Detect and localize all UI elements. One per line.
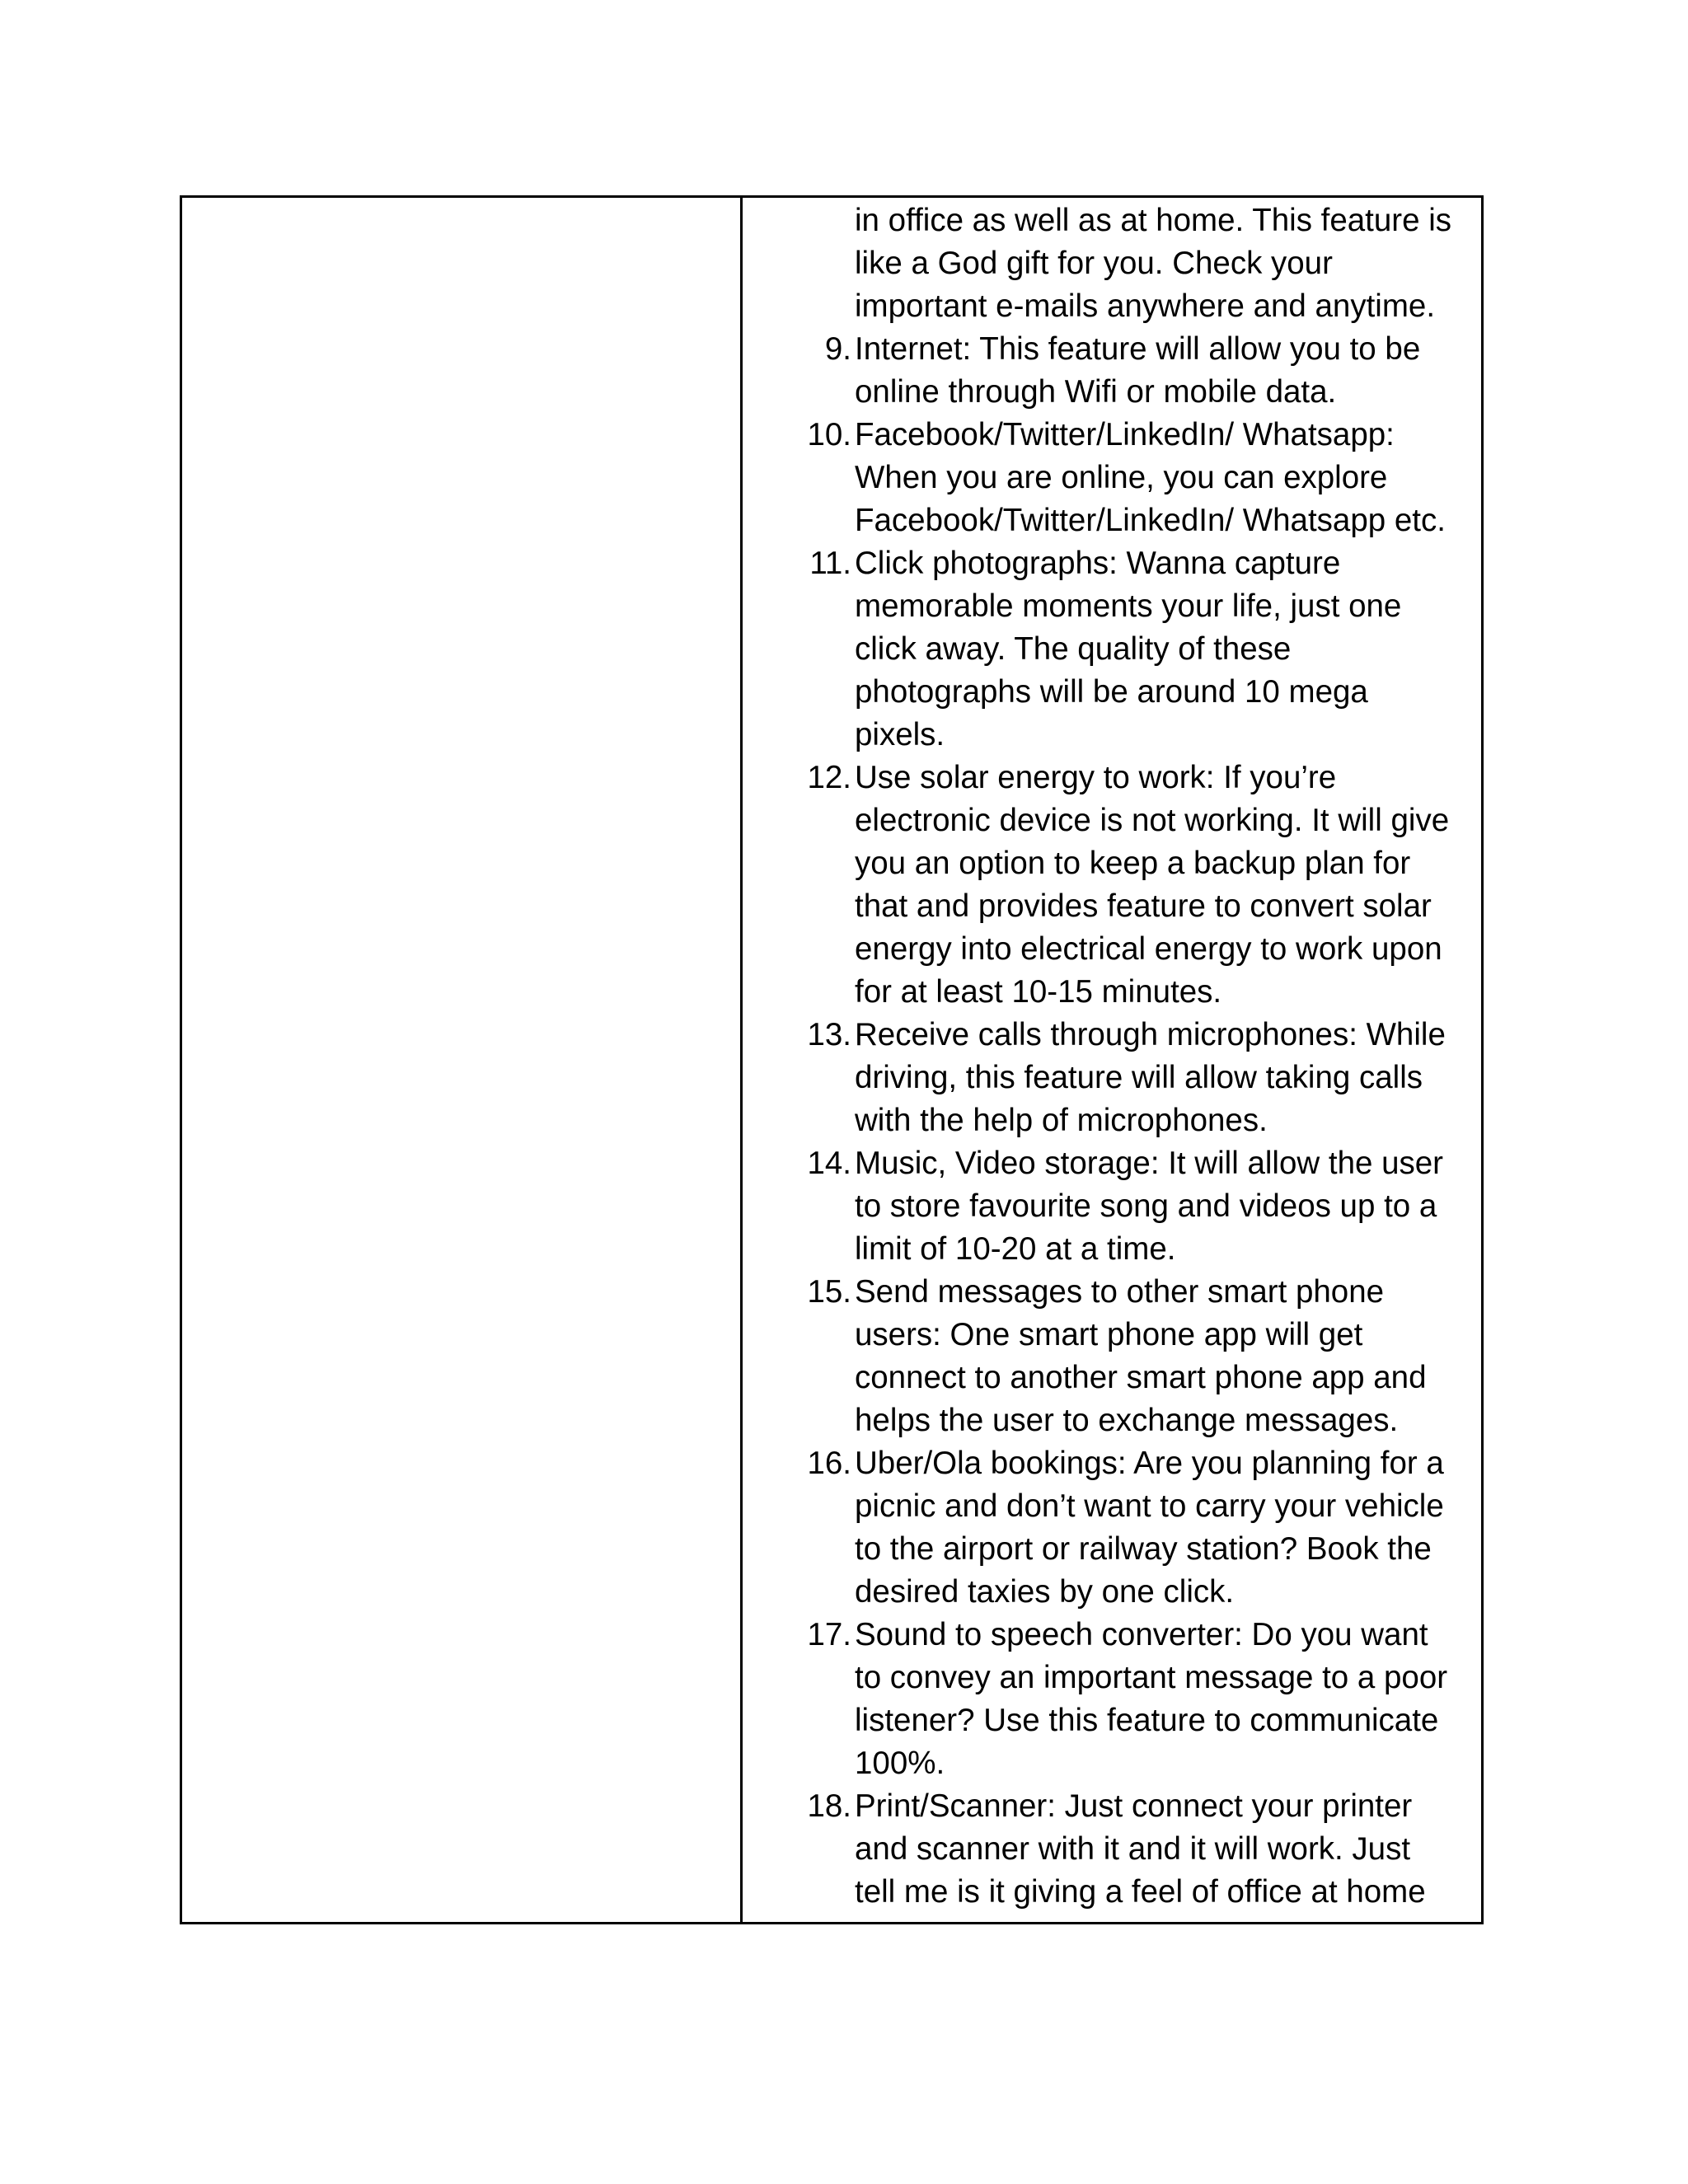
continued-feature-text: in office as well as at home. This feature is like a God gift for you. Check your important e-mails anywhere and anytime. (855, 203, 1452, 324)
list-item-number: 14. (807, 1146, 851, 1181)
list-item (743, 1614, 1484, 1785)
list-item-text: Sound to speech converter: Do you want to convey an important message to a poor listener? Use this feature to communicate 100%. (855, 1617, 1448, 1781)
list-item (743, 757, 1484, 1014)
list-item (743, 1271, 1484, 1442)
document-table (180, 195, 1484, 1924)
list-item-text: Receive calls through microphones: While driving, this feature will allow taking calls with the help of microphones. (855, 1017, 1446, 1138)
list-item (743, 414, 1484, 542)
list-item-number: 10. (807, 417, 851, 452)
list-item-number: 17. (807, 1617, 851, 1652)
list-item-number: 11. (809, 546, 851, 581)
list-item-text: Facebook/Twitter/LinkedIn/ Whatsapp: When you are online, you can explore Facebook/Twitter/LinkedIn/ Whatsapp etc. (855, 417, 1446, 538)
feature-list-cell (743, 198, 1481, 1922)
list-item-text: Internet: This feature will allow you to be online through Wifi or mobile data. (855, 331, 1421, 410)
empty-left-cell (182, 198, 743, 1922)
list-item-number: 12. (807, 760, 851, 795)
list-item-text: Click photographs: Wanna capture memorable moments your life, just one click away. The quality of these photographs will be around 10 mega pixels. (855, 546, 1402, 752)
list-item-text: Use solar energy to work: If you’re electronic device is not working. It will give you an option to keep a backup plan for that and provides feature to convert solar energy into electrical energy to work upon for at least 10-15 minutes. (855, 760, 1450, 1010)
list-item-text: Uber/Ola bookings: Are you planning for a picnic and don’t want to carry your vehicle to the airport or railway station? Book the desired taxies by one click. (855, 1446, 1444, 1610)
list-item-number: 16. (807, 1446, 851, 1481)
list-item (743, 1442, 1484, 1614)
list-item-text: Music, Video storage: It will allow the user to store favourite song and videos up to a limit of 10-20 at a time. (855, 1146, 1443, 1267)
list-item (743, 542, 1484, 757)
list-item-text: Send messages to other smart phone users: One smart phone app will get connect to another smart phone app and helps the user to exchange messages. (855, 1274, 1427, 1438)
list-item (743, 328, 1484, 414)
list-item-text: Print/Scanner: Just connect your printer and scanner with it and it will work. Just tell me is it giving a feel of office at home (855, 1788, 1426, 1910)
list-item-number: 9. (824, 331, 851, 367)
list-item (743, 1014, 1484, 1142)
list-item-number: 18. (807, 1788, 851, 1824)
list-item-number: 13. (807, 1017, 851, 1052)
list-item-number: 15. (807, 1274, 851, 1310)
feature-list (743, 328, 1484, 1914)
list-item (743, 1142, 1484, 1271)
list-item (743, 1785, 1484, 1914)
